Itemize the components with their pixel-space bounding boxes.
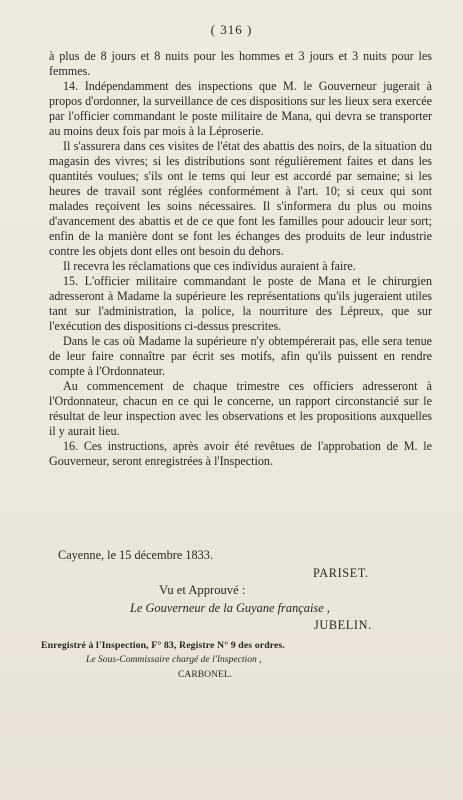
paragraph: à plus de 8 jours et 8 nuits pour les hommes et 3 jours et 3 nuits pour les femmes. [49, 49, 432, 78]
registration-note: Enregistré à l'Inspection, F° 83, Registre N° 9 des ordres. [41, 640, 285, 651]
document-body [49, 49, 432, 469]
paragraph: Au commencement de chaque trimestre ces officiers adresseront à l'Ordonnateur, chacun en ce qui le concerne, un rapport circonstancié sur le résultat de leur inspection avec les observations et les propositions auxquelles il y aurait lieu. [49, 379, 432, 438]
sous-commissaire-title: Le Sous-Commissaire chargé de l'Inspection , [86, 654, 262, 665]
date-line: Cayenne, le 15 décembre 1833. [58, 548, 214, 562]
paragraph: Dans le cas où Madame la supérieure n'y obtempérerait pas, elle sera tenue de leur faire connaître par écrit ses motifs, afin qu'ils puissent en rendre compte à l'Ordonnateur. [49, 334, 432, 378]
paragraph: 14. Indépendamment des inspections que M. le Gouverneur jugerait à propos d'ordonner, la surveillance de ces dispositions sur les lieux sera exercée par l'officier commandant le poste militaire de Mana, qui devra se transporter au moins deux fois par mois à la Léproserie. [49, 79, 432, 138]
signature-pariset: PARISET. [313, 566, 369, 580]
signature-jubelin: JUBELIN. [314, 618, 372, 632]
approval-line: Vu et Approuvé : [159, 583, 246, 597]
paragraph: Il recevra les réclamations que ces individus auraient à faire. [63, 259, 356, 273]
governor-title: Le Gouverneur de la Guyane française , [130, 601, 330, 615]
page-number: ( 316 ) [210, 22, 253, 37]
paragraph: 15. L'officier militaire commandant le poste de Mana et le chirurgien adresseront à Madame la supérieure les représentations qu'ils jugeraient utiles tant sur l'administration, la police, la nourriture des Lépreux, que sur l'exécution des dispositions ci-dessus prescrites. [49, 274, 432, 333]
paragraph: Il s'assurera dans ces visites de l'état des abattis des noirs, de la situation du magasin des vivres; si les distributions sont régulièrement faites et dans les quantités voulues; s'ils ont le tems qui leur est accordé par semaine; si les heures de travail sont réglées conformément à l'art. 10; si ceux qui sont malades reçoivent les soins nécessaires. Il s'informera du plus ou moins d'avancement des abattis et de ce que font les familles pour adoucir leur sort; enfin de la manière dont se font les échanges des produits de leur industrie contre les objets dont elles ont besoin du dehors. [49, 139, 432, 258]
signature-carbonel: CARBONEL. [178, 669, 233, 680]
paragraph: 16. Ces instructions, après avoir été revêtues de l'approbation de M. le Gouverneur, seront enregistrées à l'Inspection. [49, 439, 432, 468]
